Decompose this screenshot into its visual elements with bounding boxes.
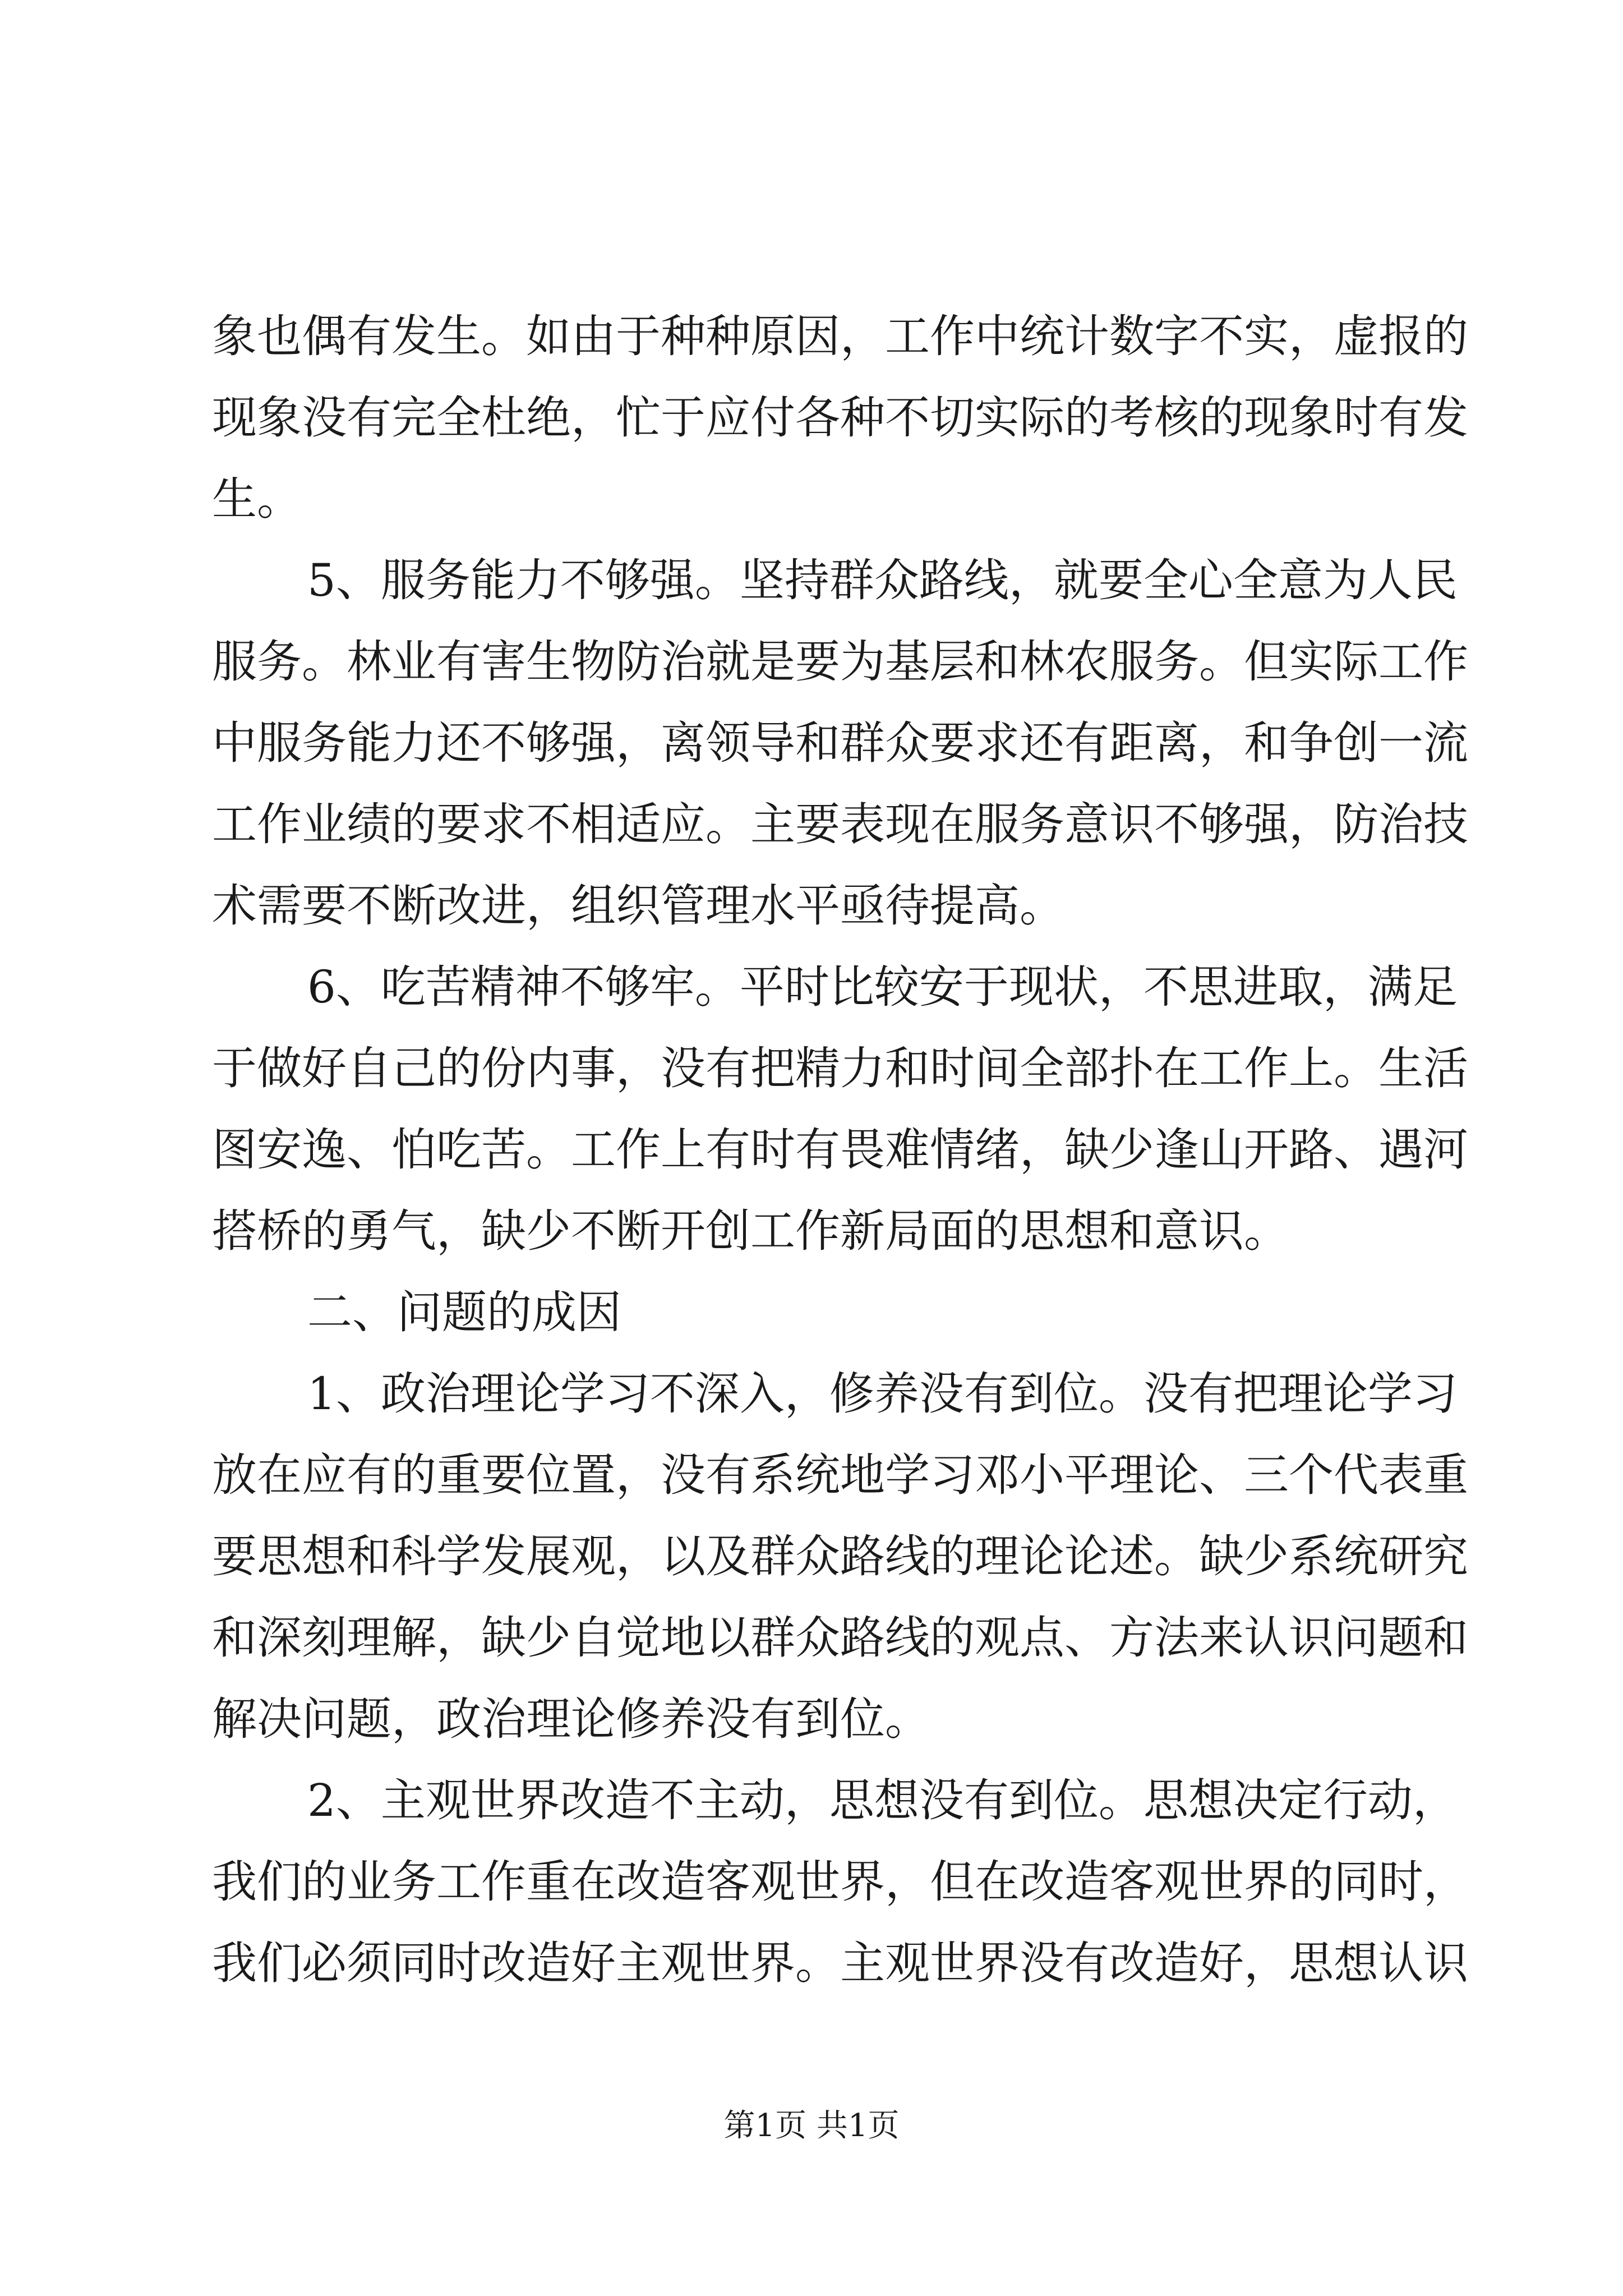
text-line: 生。 <box>212 473 302 525</box>
text-line: 中服务能力还不够强，离领导和群众要求还有距离，和争创一流 <box>212 717 1468 769</box>
text-line: 象也偶有发生。如由于种种原因，工作中统计数字不实，虚报的 <box>212 310 1468 362</box>
text-line: 搭桥的勇气，缺少不断开创工作新局面的思想和意识。 <box>212 1205 1289 1257</box>
text-line: 现象没有完全杜绝，忙于应付各种不切实际的考核的现象时有发 <box>212 392 1468 444</box>
section-heading: 二、问题的成因 <box>307 1286 621 1338</box>
text-line: 我们必须同时改造好主观世界。主观世界没有改造好，思想认识 <box>212 1937 1468 1989</box>
text-line: 服务。林业有害生物防治就是要为基层和林农服务。但实际工作 <box>212 636 1468 688</box>
text-line: 2、主观世界改造不主动，思想没有到位。思想决定行动， <box>307 1774 1458 1826</box>
text-line: 解决问题，政治理论修养没有到位。 <box>212 1693 930 1745</box>
text-line: 1、政治理论学习不深入，修养没有到位。没有把理论学习 <box>307 1368 1458 1420</box>
text-line: 我们的业务工作重在改造客观世界，但在改造客观世界的同时， <box>212 1856 1468 1908</box>
text-line: 和深刻理解，缺少自觉地以群众路线的观点、方法来认识问题和 <box>212 1612 1468 1664</box>
text-line: 5、服务能力不够强。坚持群众路线，就要全心全意为人民 <box>307 554 1458 606</box>
text-line: 6、吃苦精神不够牢。平时比较安于现状，不思进取，满足 <box>307 961 1458 1013</box>
page-footer: 第1页 共1页 <box>723 2108 900 2144</box>
text-line: 要思想和科学发展观，以及群众路线的理论论述。缺少系统研究 <box>212 1530 1468 1582</box>
text-line: 图安逸、怕吃苦。工作上有时有畏难情绪，缺少逢山开路、遇河 <box>212 1124 1468 1176</box>
text-line: 术需要不断改进，组织管理水平亟待提高。 <box>212 880 1064 932</box>
text-line: 工作业绩的要求不相适应。主要表现在服务意识不够强，防治技 <box>212 798 1468 850</box>
text-line: 于做好自己的份内事，没有把精力和时间全部扑在工作上。生活 <box>212 1042 1468 1094</box>
text-line: 放在应有的重要位置，没有系统地学习邓小平理论、三个代表重 <box>212 1449 1468 1501</box>
